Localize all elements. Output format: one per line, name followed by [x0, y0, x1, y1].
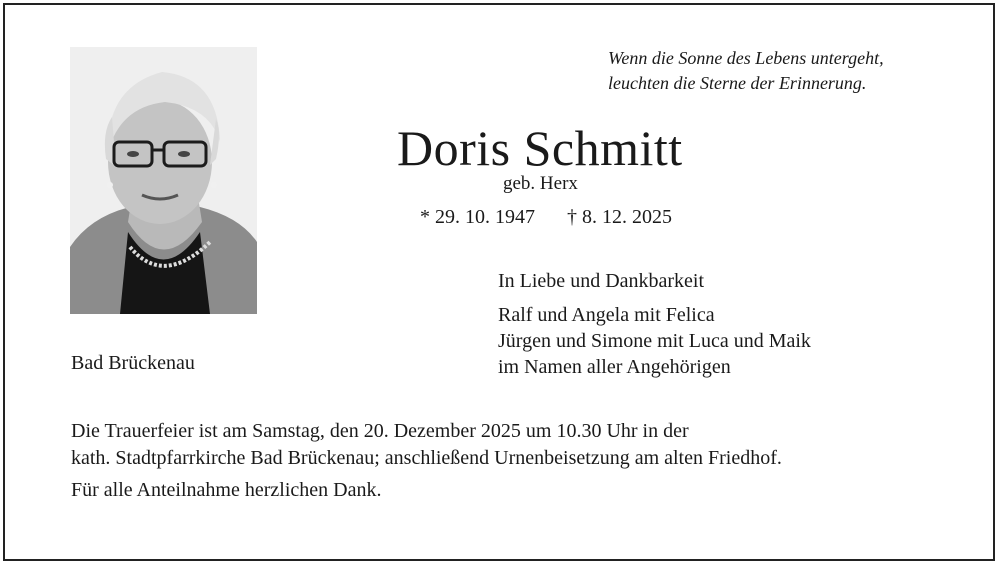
death-date: † 8. 12. 2025: [567, 206, 672, 228]
mourner-line: Ralf und Angela mit Felica: [498, 304, 715, 326]
quote-line: Wenn die Sonne des Lebens untergeht,: [608, 48, 884, 68]
life-dates: [420, 204, 672, 230]
ceremony-info: [71, 418, 782, 472]
mourners-intro: In Liebe und Dankbarkeit: [498, 270, 705, 292]
portrait-image: [70, 47, 257, 314]
mourner-line: Jürgen und Simone mit Luca und Maik: [498, 330, 811, 352]
quote-line: leuchten die Sterne der Erinnerung.: [608, 73, 867, 93]
memorial-quote: [608, 46, 928, 96]
thanks-line: Für alle Anteilnahme herzlichen Dank.: [71, 479, 382, 501]
mourner-line: im Namen aller Angehörigen: [498, 356, 731, 378]
mourners-block: [498, 268, 811, 380]
ceremony-line: Die Trauerfeier ist am Samstag, den 20. Dezember 2025 um 10.30 Uhr in der: [71, 420, 689, 442]
ceremony-line: kath. Stadtpfarrkirche Bad Brückenau; anschließend Urnenbeisetzung am alten Friedhof.: [71, 447, 782, 469]
birth-name: geb. Herx: [503, 173, 578, 194]
location: Bad Brückenau: [71, 352, 195, 374]
deceased-name: Doris Schmitt: [397, 120, 683, 176]
birth-date: * 29. 10. 1947: [420, 206, 535, 228]
portrait-photo: [70, 47, 257, 314]
